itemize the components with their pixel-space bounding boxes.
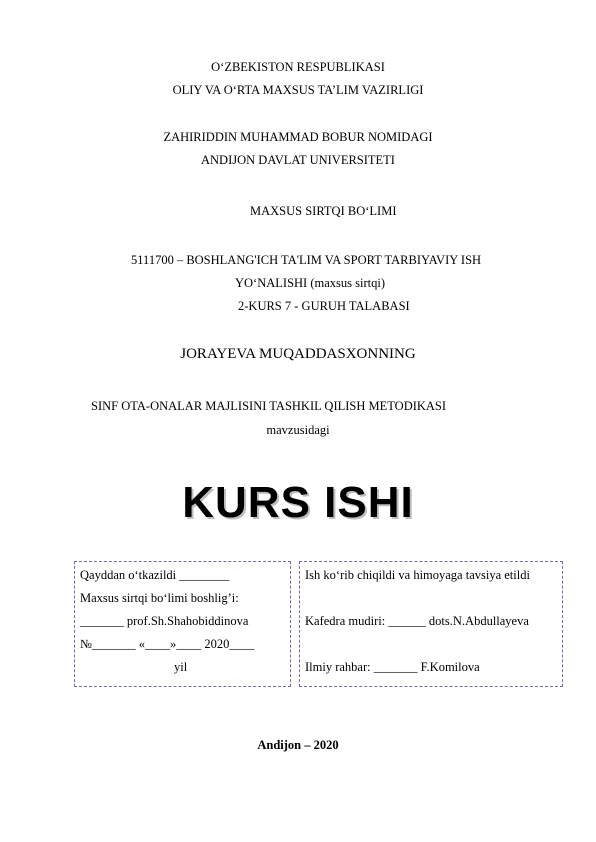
approval-box	[299, 561, 563, 687]
head-of-department-signature: _______ prof.Sh.Shahobiddinova	[80, 614, 249, 628]
registration-line: Qayddan o‘tkazildi ________	[80, 568, 230, 582]
head-of-department-label: Maxsus sirtqi bo‘limi boshlig’i:	[80, 591, 239, 605]
university-line-1: ZAHIRIDDIN MUHAMMAD BOBUR NOMIDAGI	[163, 130, 433, 144]
ministry-line: OLIY VA O‘RTA MAXSUS TA’LIM VAZIRLIGI	[172, 83, 424, 97]
year-word: yil	[174, 660, 188, 674]
approval-statement: Ish ko‘rib chiqildi va himoyaga tavsiya etildi	[305, 568, 530, 582]
republic-line: O‘ZBEKISTON RESPUBLIKASI	[211, 60, 385, 74]
student-name: JORAYEVA MUQADDASXONNING	[180, 346, 416, 362]
registration-number-date: №_______ «____»____ 2020____	[80, 637, 255, 651]
supervisor-signature: Ilmiy rahbar: _______ F.Komilova	[305, 660, 480, 674]
direction-line-2: YO‘NALISHI (maxsus sirtqi)	[235, 276, 385, 290]
place-year: Andijon – 2020	[257, 738, 339, 752]
work-type-title: KURS ISHI	[182, 478, 414, 527]
direction-line-1: 5111700 – BOSHLANG'ICH TA'LIM VA SPORT TARBIYAVIY ISH	[131, 253, 482, 267]
topic-title: SINF OTA-ONALAR MAJLISINI TASHKIL QILISH METODIKASI	[91, 399, 447, 413]
department-line: MAXSUS SIRTQI BO‘LIMI	[250, 204, 397, 218]
department-head-signature: Kafedra mudiri: ______ dots.N.Abdullayeva	[305, 614, 529, 628]
topic-suffix: mavzusidagi	[266, 423, 330, 437]
registration-box	[74, 561, 291, 687]
course-group-line: 2-KURS 7 - GURUH TALABASI	[238, 299, 410, 313]
university-line-2: ANDIJON DAVLAT UNIVERSITETI	[201, 153, 395, 167]
